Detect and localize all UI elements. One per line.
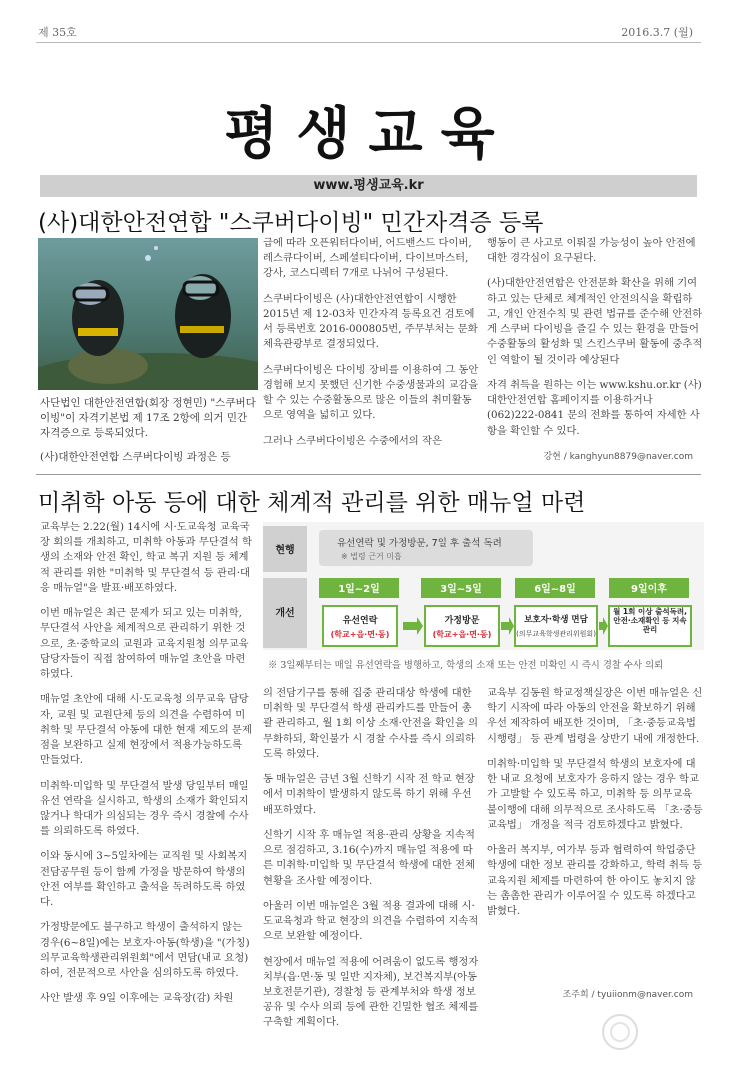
- paragraph: 사안 발생 후 9일 이후에는 교육장(감) 차원: [40, 992, 234, 1005]
- paragraph: 이와 동시에 3~5일차에는 교직원 및 사회복지전담공무원 등이 함께 가정을 방문하여 학생의 안전 여부를 확인하고 출석을 독려하도록 하였다.: [40, 850, 248, 909]
- website-bar[interactable]: www.평생교육.kr: [40, 175, 697, 197]
- step2-sub: (학교+읍·면·동): [432, 630, 492, 639]
- step1-sub: (학교+읍·면·동): [330, 630, 390, 639]
- paragraph: 교육부는 2.22(월) 14시에 시·도교육청 교육국장 회의를 개최하고, 미취학 아동과 무단결석 학생의 소재와 안전 확인, 학교 복귀 지원 등 체계적 관리를 위한 "미취학 및 무단결석 등 관리·대응 매뉴얼"을 발표·배포하였다.: [40, 521, 252, 594]
- paragraph: 가정방문에도 불구하고 학생이 출석하지 않는 경우(6~8일)에는 보호자·아동(학생)을 "(가칭)의무교육학생관리위원회"에서 면담(내교 요청)하여, 전문적으로 사안을 심의하도록 하였다.: [40, 921, 250, 980]
- step4-title: 월 1회 이상 출석독려, 안전·소재확인 등 지속관리: [613, 607, 687, 634]
- masthead: 평생교육: [224, 102, 513, 167]
- issue-date: 2016.3.7 (월): [621, 26, 693, 39]
- issue-number: 제 35호: [38, 26, 77, 39]
- article1-headline: (사)대한안전연합 "스쿠버다이빙" 민간자격증 등록: [38, 210, 544, 236]
- watermark-logo: [600, 1012, 640, 1052]
- article1-column-middle: [263, 236, 481, 459]
- process-diagram: [263, 522, 704, 650]
- paragraph: 이번 매뉴얼은 최근 문제가 되고 있는 미취학, 무단결석 사안을 체계적으로 관리하기 위한 것으로, 초·중학교의 교원과 교육지원청 의무교육 담당자들이 직접 참여하여 매뉴얼 초안을 마련하였다.: [40, 607, 249, 681]
- paragraph: 현장에서 매뉴얼 적용에 어려움이 없도록 행정자치부(읍·면·동 및 일반 지자체), 보건복지부(아동보호전문기관), 경찰청 등 관계부처와 학생 정보 공유 및 수사 의뢰 등에 관한 긴밀한 협조 체제를 구축할 계획이다.: [263, 955, 479, 1029]
- photo-caption: 사단법인 대한안전연합(회장 정현민) "스쿠버다이빙"이 자격기본법 제 17조 2항에 의거 민간자격증으로 등록되었다.: [40, 397, 256, 440]
- paragraph: 미취학·미입학 및 무단결석 학생의 보호자에 대한 내교 요청에 보호자가 응하지 않는 경우 학교가 고발할 수 있도록 하고, 미취학 등 의무교육 불이행에 대해 의무적으로 조사하도록 「초·중등교육법」 개정을 적극 검토하겠다고 밝혔다.: [487, 757, 703, 831]
- step4-period: 9일이후: [631, 584, 667, 595]
- article2-byline[interactable]: 조주희 / tyuiionm@naver.com: [562, 990, 693, 1000]
- step1-title: 유선연락: [342, 616, 378, 626]
- paragraph: 신학기 시작 후 매뉴얼 적용·관리 상황을 지속적으로 점검하고, 3.16(수)까지 매뉴얼 적용에 따른 미취학·미입학 및 무단결석 학생에 대한 전체 현황을 조사할 예정이다.: [263, 828, 475, 887]
- top-rule: [36, 42, 701, 43]
- diagram-current-label: 현행: [275, 545, 295, 556]
- paragraph: 급에 따라 오픈워터다이버, 어드밴스드 다이버, 레스큐다이버, 스페셜티다이버, 다이브마스터, 강사, 코스디렉터 7개로 나뉘어 구성된다.: [263, 237, 472, 280]
- step2-title: 가정방문: [444, 616, 480, 626]
- paragraph: 매뉴얼 초안에 대해 시·도교육청 의무교육 담당자, 교원 및 교원단체 등의 의견을 수렴하여 미취학 및 무단결석 아동에 대한 현재 제도의 문제점을 보완하고 실제 현장에서 적용가능하도록 만들었다.: [40, 693, 252, 767]
- paragraph: 아울러 이번 매뉴얼은 3월 적용 결과에 대해 시·도교육청과 학교 현장의 의견을 수렴하여 지속적으로 보완할 예정이다.: [263, 899, 479, 943]
- paragraph: 의 전담기구를 통해 집중 관리대상 학생에 대한 미취학 및 무단결석 학생 관리카드를 만들어 총괄 관리하고, 월 1회 이상 소재·안전을 확인을 의무화하되, 확인불가 시 경찰 수사를 즉시 의뢰하도록 하였다.: [263, 687, 479, 760]
- article1-column-right: [487, 236, 705, 449]
- step1-period: 1일~2일: [338, 584, 380, 595]
- article2-column-middle: [263, 686, 481, 1041]
- diagram-current-note: ※ 법령 근거 미흡: [341, 552, 402, 561]
- paragraph: 그러나 스쿠버다이빙은 수중에서의 작은: [263, 434, 442, 447]
- diving-photo: [38, 238, 258, 390]
- article1-lead-paragraph: (사)대한안전연합 스쿠버다이빙 과정은 등: [40, 451, 231, 463]
- paragraph: 자격 취득을 원하는 이는 www.kshu.or.kr (사)대한안전연합 홈페이지를 이용하거나 (062)222-0841 문의 전화를 통하여 자세한 사항을 확인할 수 있다.: [487, 378, 702, 437]
- paragraph: 스쿠버다이빙은 (사)대한안전연합이 시행한 2015년 제 12-03차 민간자격 등록요건 검토에서 등록번호 2016-000805번, 주무부처는 문화체육관광부로 결정되었다.: [263, 292, 478, 351]
- paragraph: 교육부 김동원 학교정책실장은 이번 매뉴얼은 신학기 시작에 따라 아동의 안전을 확보하기 위해 우선 제작하여 배포한 것이며, 「초·중등교육법 시행령」 등 관계 법령을 상반기 내에 개정한다.: [487, 687, 703, 745]
- paragraph: 미취학·미입학 및 무단결석 발생 당일부터 매일 유선 연락을 실시하고, 학생의 소재가 확인되지 않거나 학대가 의심되는 경우 즉시 경찰에 수사를 의뢰하도록 하였다.: [40, 779, 249, 838]
- step2-period: 3일~5일: [440, 584, 482, 595]
- diagram-current-text: 유선연락 및 가정방문, 7일 후 출석 독려: [337, 538, 502, 549]
- article1-byline[interactable]: 강현 / kanghyun8879@naver.com: [543, 452, 693, 462]
- paragraph: 스쿠버다이빙은 다이빙 장비를 이용하여 그 동안 경험해 보지 못했던 신기한 수중생물과의 교감을 할 수 있는 수중활동으로 많은 이들의 취미활동으로 영역을 넓히고 있다.: [263, 363, 479, 422]
- article2-column-right: [487, 686, 705, 929]
- step3-period: 6일~8일: [534, 584, 576, 595]
- article2-headline: 미취학 아동 등에 대한 체계적 관리를 위한 매뉴얼 마련: [38, 490, 586, 516]
- step3-title: 보호자·학생 면담: [524, 615, 588, 625]
- step3-sub: (의무교육학생관리위원회): [516, 630, 596, 638]
- paragraph: (사)대한안전연합은 안전문화 확산을 위해 기여하고 있는 단체로 체계적인 안전의식을 확립하고, 개인 안전수칙 및 관련 법규를 준수해 안전하게 스쿠버 다이빙을 즐길 수 있는 환경을 만들어 수중활동의 활성화 및 스킨스쿠버 활동에 중추적인 역할이 될 것이라 예상된다: [487, 277, 703, 366]
- paragraph: 행동이 큰 사고로 이뤄질 가능성이 높아 안전에 대한 경각심이 요구된다.: [487, 237, 696, 265]
- article2-column-left: [40, 520, 252, 1017]
- section-divider: [36, 474, 701, 475]
- paragraph: 동 매뉴얼은 금년 3월 신학기 시작 전 학교 현장에서 미취학이 발생하지 않도록 하기 위해 우선 배포하였다.: [263, 773, 475, 816]
- paragraph: 아울러 복지부, 여가부 등과 협력하여 학업중단학생에 대한 정보 관리를 강화하고, 학력 취득 등 교육지원 체제를 마련하여 한 아이도 놓치지 않는 촘촘한 관리가 이루어질 수 있도록 하겠다고 밝혔다.: [487, 844, 703, 918]
- diagram-footnote: ※ 3일째부터는 매일 유선연락을 병행하고, 학생의 소재 또는 안전 미확인 시 즉시 경찰 수사 의뢰: [268, 660, 664, 671]
- diagram-new-label: 개선: [275, 608, 295, 619]
